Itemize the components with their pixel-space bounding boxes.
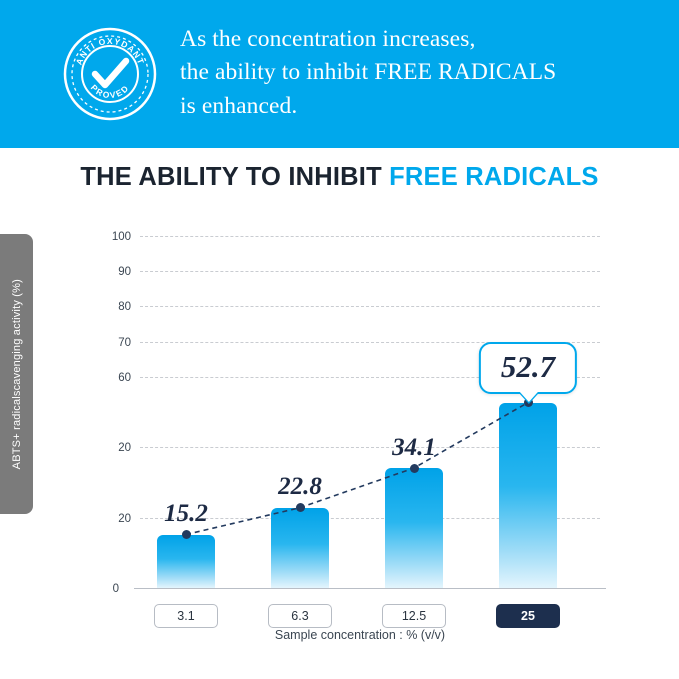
xtick-6.3[interactable]: 6.3 [268, 604, 332, 628]
ytick-label-90: 90 [118, 266, 131, 279]
data-label-12.5: 34.1 [392, 434, 436, 461]
data-label-3.1: 15.2 [164, 500, 208, 527]
y-axis-label-text: ABTS+ radicalscavenging activity (%) [10, 278, 23, 470]
header-banner [0, 0, 679, 148]
xtick-12.5[interactable]: 12.5 [382, 604, 446, 628]
x-axis-title: Sample concentration : % (v/v) [274, 628, 446, 642]
trend-line [140, 236, 600, 588]
data-point-12.5 [410, 464, 419, 473]
data-label-6.3: 22.8 [278, 473, 322, 500]
page-title-accent: FREE RADICALS [389, 163, 599, 191]
xtick-25[interactable]: 25 [496, 604, 560, 628]
banner-line-2: the ability to inhibit FREE RADICALS [180, 59, 557, 86]
plot-area [111, 231, 600, 623]
ytick-label-100: 100 [111, 231, 131, 243]
x-axis-baseline [112, 583, 606, 595]
y-axis-label-tab [0, 234, 33, 514]
chart [60, 228, 660, 648]
ytick-label-70: 70 [118, 336, 131, 349]
data-label-callout-25: 52.7 [479, 342, 577, 394]
ytick-label-20: 20 [118, 512, 131, 525]
xtick-3.1[interactable]: 3.1 [154, 604, 218, 628]
page-title [0, 163, 679, 192]
banner-line-3: is enhanced. [180, 92, 298, 119]
ytick-label-40: 20 [118, 442, 131, 455]
banner-line-1: As the concentration increases, [180, 25, 476, 52]
ytick-label-80: 80 [118, 301, 131, 314]
anti-oxydant-seal [62, 26, 158, 122]
seal-top-text: ANTI OXYDANT [73, 35, 147, 67]
data-point-3.1 [182, 530, 191, 539]
ytick-label-0: 0 [112, 583, 119, 595]
svg-text:ANTI OXYDANT [74, 36, 147, 66]
seal-bottom-text: PROVED [88, 82, 132, 101]
data-point-6.3 [296, 503, 305, 512]
banner-headline [180, 23, 556, 123]
page-title-plain: THE ABILITY TO INHIBIT [80, 163, 390, 191]
ytick-label-60: 60 [118, 371, 131, 384]
